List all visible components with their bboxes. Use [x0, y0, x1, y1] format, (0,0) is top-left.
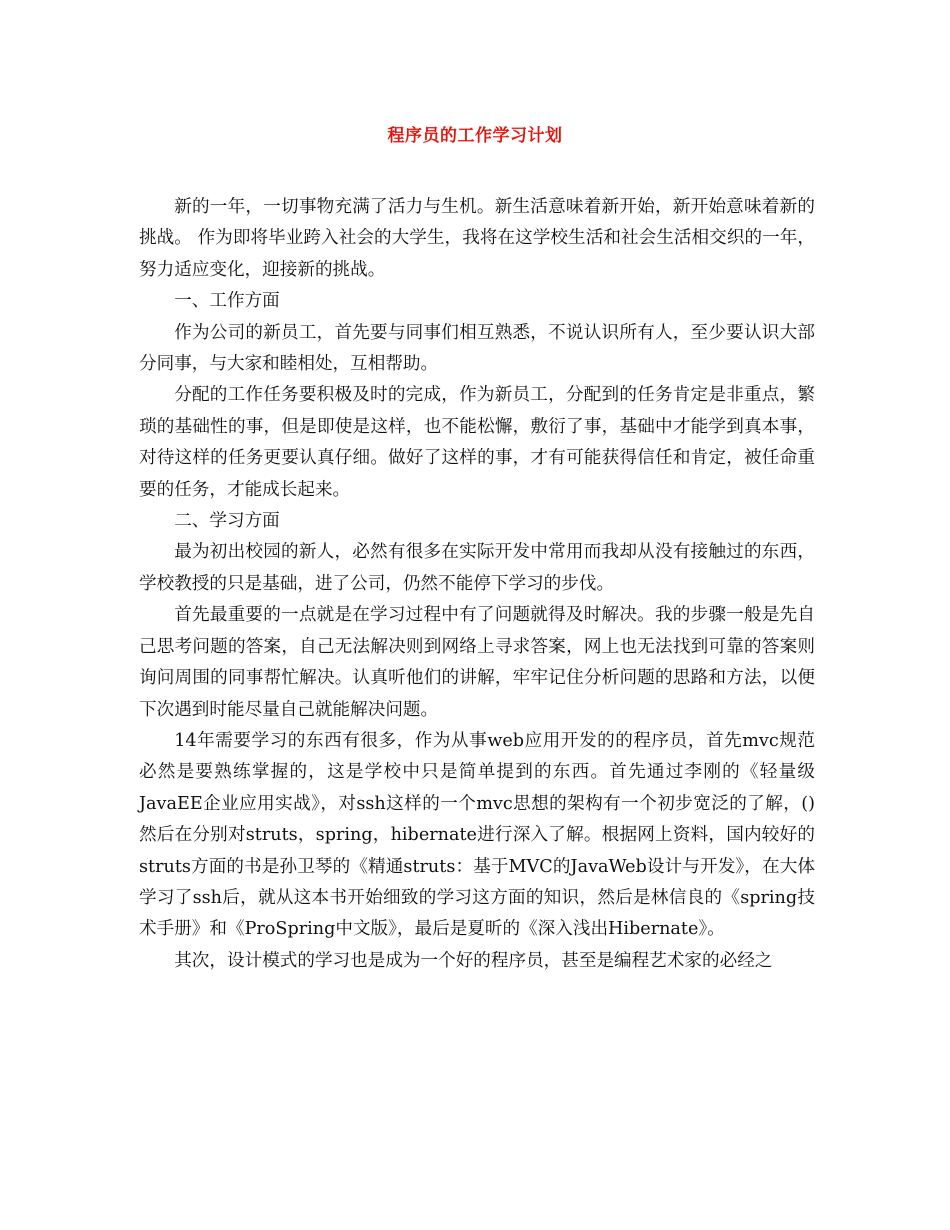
paragraph-study-problems: 首先最重要的一点就是在学习过程中有了问题就得及时解决。我的步骤一般是先自己思考问题的答案，自己无法解决则到网络上寻求答案，网上也无法找到可靠的答案则询问周围的同事帮忙解决。认真听他们的讲解，牢牢记住分析问题的思路和方法，以便下次遇到时能尽量自己就能解决问题。: [139, 605, 815, 720]
paragraph-intro: 新的一年，一切事物充满了活力与生机。新生活意味着新开始，新开始意味着新的挑战。 作为即将毕业跨入社会的大学生，我将在这学校生活和社会生活相交织的一年，努力适应变化，迎接新的挑战。: [139, 197, 815, 280]
section-heading-work: 一、工作方面: [174, 291, 280, 312]
section-heading-study: 二、学习方面: [174, 511, 280, 532]
document-body: [139, 192, 815, 977]
paragraph-study-intro: 最为初出校园的新人，必然有很多在实际开发中常用而我却从没有接触过的东西，学校教授的只是基础，进了公司，仍然不能停下学习的步伐。: [139, 542, 815, 594]
paragraph-study-patterns: 其次，设计模式的学习也是成为一个好的程序员，甚至是编程艺术家的必经之: [174, 950, 773, 971]
paragraph-work-tasks: 分配的工作任务要积极及时的完成，作为新员工，分配到的任务肯定是非重点，繁琐的基础性的事，但是即使是这样，也不能松懈，敷衍了事，基础中才能学到真本事，对待这样的任务更要认真仔细。做好了这样的事，才有可能获得信任和肯定，被任命重要的任务，才能成长起来。: [139, 385, 815, 500]
paragraph-study-books: 14年需要学习的东西有很多，作为从事web应用开发的的程序员，首先mvc规范必然是要熟练掌握的，这是学校中只是简单提到的东西。首先通过李刚的《轻量级JavaEE企业应用实战》，对ssh这样的一个mvc思想的架构有一个初步宽泛的了解，()然后在分别对struts，spring，hibernate进行深入了解。根据网上资料，国内较好的struts方面的书是孙卫琴的《精通struts：基于MVC的JavaWeb设计与开发》，在大体学习了ssh后，就从这本书开始细致的学习这方面的知识，然后是林信良的《spring技术手册》和《ProSpring中文版》，最后是夏昕的《深入浅出Hibernate》。: [139, 730, 815, 940]
paragraph-work-colleagues: 作为公司的新员工，首先要与同事们相互熟悉，不说认识所有人，至少要认识大部分同事，与大家和睦相处，互相帮助。: [139, 322, 815, 375]
document-title: 程序员的工作学习计划: [387, 126, 563, 146]
